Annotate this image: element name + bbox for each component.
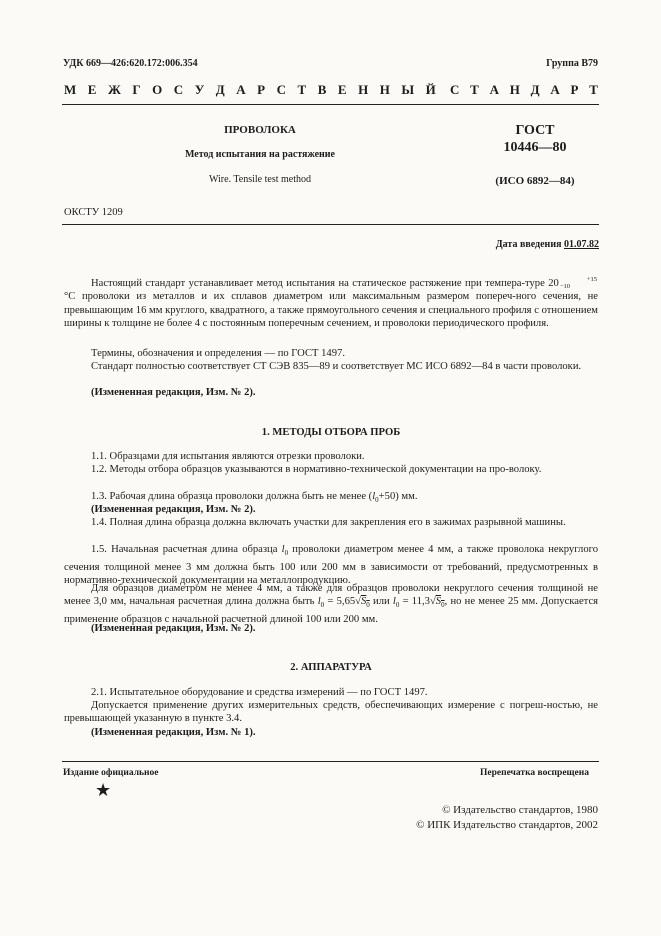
var-l: l xyxy=(281,544,285,555)
var-l-sub: 0 xyxy=(375,496,379,505)
clause-2-1: 2.1. Испытательное оборудование и средства измерений — по ГОСТ 1497. xyxy=(91,687,428,698)
var-l-sub: 0 xyxy=(284,549,289,558)
title-rule xyxy=(62,224,599,225)
banner-letter: А xyxy=(489,82,499,97)
intro-paragraph-terms: Термины, обозначения и определения — по ГОСТ 1497. xyxy=(91,348,345,359)
clause-1-5-cont-text-a: Для образцов диаметром не менее 4 мм, а также для образцов проволоки некруглого сечения толщиной не менее 3,0 мм, начальная расчетная длина должна быть xyxy=(64,583,598,608)
clause-1-5-continued xyxy=(64,582,598,626)
intro-amendment-note: (Измененная редакция, Изм. № 2). xyxy=(91,387,256,398)
copyright-1980: © Издательство стандартов, 1980 xyxy=(442,804,598,816)
clause-2-amendment: (Измененная редакция, Изм. № 1). xyxy=(91,727,256,738)
clause-1-5-cont-text-b: , но не менее 25 мм. Допускается применение образцов с начальной расчетной длиной 100 или 200 мм. xyxy=(64,596,599,625)
banner-letter: В xyxy=(317,82,327,97)
banner-letter: С xyxy=(276,82,286,97)
banner-rule xyxy=(62,104,599,105)
scope-text-a: Настоящий стандарт устанавливает метод испытания на статическое растяжение при темпера-туре 20 xyxy=(91,278,559,289)
formula1-s: S xyxy=(360,596,367,608)
clause-1-3-amendment: (Измененная редакция, Изм. № 2). xyxy=(91,504,256,515)
english-title: Wire. Tensile test method xyxy=(208,174,312,185)
formula1-l-sub: 0 xyxy=(320,601,325,610)
banner-word-standard xyxy=(450,82,598,98)
clause-1-5-text-b: проволоки диаметром менее 4 мм, а также проволока некруглого сечения толщиной менее 3 мм должна быть 100 или 200 мм в зависимости от требований, предусмотренных в нормативно-технической документации на металлопродукцию. xyxy=(64,544,598,586)
group-code: Группа В79 xyxy=(546,58,598,69)
formula-or: или xyxy=(369,596,393,608)
formula2-eq: = 11,3√ xyxy=(399,596,436,608)
banner-letter: А xyxy=(236,82,246,97)
scope-text-b: °С проволоки из металлов и их сплавов диаметром или максимальным размером попереч-ного сечения, не превышающим 16 мм круглого, квадратного, а также прямоугольного сечения и специального профиля с отношением ширины к толщине не более 4 с постоянным поперечным сечением, и проволоки периодического профиля. xyxy=(64,291,598,330)
formula1-s-sub: 0 xyxy=(366,601,370,610)
temperature-tolerance xyxy=(560,277,597,290)
banner-letter: Е xyxy=(337,82,347,97)
banner-letter: Ж xyxy=(107,82,121,97)
clause-1-1: 1.1. Образцами для испытания являются отрезки проволоки. xyxy=(91,451,365,462)
banner-letter: Т xyxy=(470,82,479,97)
tolerance-plus: +15 xyxy=(586,276,597,284)
banner-letter: Р xyxy=(257,82,266,97)
banner-letter: Р xyxy=(570,82,579,97)
banner-letter: Т xyxy=(297,82,307,97)
tolerance-minus: −10 xyxy=(559,282,570,290)
clause-1-3-text-a: 1.3. Рабочая длина образца проволоки должна быть не менее ( xyxy=(91,491,373,502)
clause-1-5-amendment: (Измененная редакция, Изм. № 2). xyxy=(91,623,256,634)
star-icon: ★ xyxy=(95,780,112,801)
banner-letter: Д xyxy=(530,82,540,97)
introduction-date xyxy=(496,239,599,250)
introduction-date-value: 01.07.82 xyxy=(564,239,599,250)
formula2-s-sub: 0 xyxy=(441,601,445,610)
section-2-title: 2. АППАРАТУРА xyxy=(290,662,372,673)
banner-letter: Т xyxy=(589,82,598,97)
banner-letter: Г xyxy=(132,82,141,97)
introduction-date-label: Дата введения xyxy=(495,239,562,250)
copyright-2002: © ИПК Издательство стандартов, 2002 xyxy=(416,819,598,831)
okstu-code: ОКСТУ 1209 xyxy=(64,207,123,218)
document-title: ПРОВОЛОКА xyxy=(224,124,296,136)
banner-letter: Н xyxy=(509,82,520,97)
formula1-radicand xyxy=(360,596,370,610)
banner-letter: С xyxy=(173,82,184,97)
banner-letter: А xyxy=(550,82,560,97)
clause-1-2: 1.2. Методы отбора образцов указываются в нормативно-технической документации на про-волоку. xyxy=(91,464,542,475)
standard-banner xyxy=(64,82,598,98)
banner-letter: У xyxy=(194,82,205,97)
iso-reference: (ИСО 6892—84) xyxy=(495,175,575,187)
banner-letter: О xyxy=(152,82,163,97)
section-1-title: 1. МЕТОДЫ ОТБОРА ПРОБ xyxy=(261,427,401,438)
formula1-l: l xyxy=(317,596,321,608)
banner-letter: С xyxy=(450,82,460,97)
footer-rule xyxy=(62,761,599,762)
banner-letter: Д xyxy=(215,82,225,97)
formula1-eq: = 5,65√ xyxy=(324,596,361,608)
gost-number: 10446—80 xyxy=(503,140,567,155)
banner-letter: Н xyxy=(358,82,369,97)
banner-letter: Е xyxy=(87,82,97,97)
clause-1-5-text-a: 1.5. Начальная расчетная длина образца xyxy=(91,544,282,555)
official-edition: Издание официальное xyxy=(63,768,159,778)
reprint-prohibited: Перепечатка воспрещена xyxy=(479,768,589,778)
intro-paragraph-conformity: Стандарт полностью соответствует СТ СЭВ 835—89 и соответствует МС ИСО 6892—84 в части проволоки. xyxy=(91,361,582,372)
document-subtitle: Метод испытания на растяжение xyxy=(184,149,335,160)
banner-letter: Ы xyxy=(401,82,415,97)
clause-1-4: 1.4. Полная длина образца должна включать участки для закрепления его в зажимах разрывной машины. xyxy=(91,517,566,528)
intro-paragraph-scope xyxy=(64,277,598,331)
banner-letter: Н xyxy=(379,82,390,97)
clause-1-3-text-b: +50) мм. xyxy=(378,491,418,502)
formula2-s: S xyxy=(435,596,442,608)
formula2-radicand xyxy=(435,596,445,610)
udk-code: УДК 669—426:620.172:006.354 xyxy=(63,58,198,69)
formula2-l-sub: 0 xyxy=(395,601,400,610)
clause-2-1-continued: Допускается применение других измерительных средств, обеспечивающих измерение с погреш-ностью, не превышающей указанную в пункте 3.4. xyxy=(64,700,598,725)
gost-label: ГОСТ xyxy=(515,123,555,138)
formula2-l: l xyxy=(392,596,396,608)
banner-letter: Й xyxy=(425,82,436,97)
var-l: l xyxy=(372,491,376,502)
banner-word-interstate xyxy=(64,82,436,98)
banner-letter: М xyxy=(64,82,77,97)
clause-1-5 xyxy=(64,543,598,587)
